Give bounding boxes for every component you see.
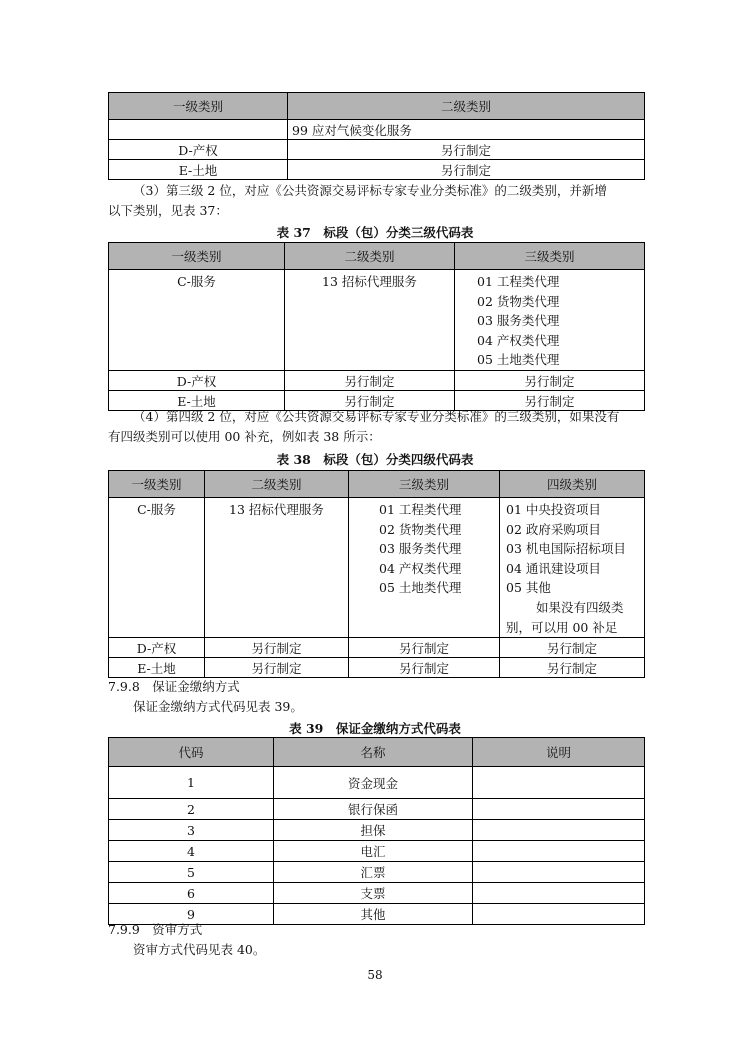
table-cell: D-产权 — [109, 638, 205, 658]
table-cell: E-土地 — [109, 658, 205, 678]
page-number: 58 — [367, 968, 383, 982]
table-cell: 电汇 — [274, 841, 473, 862]
table-38-caption: 表 38 标段（包）分类四级代码表 — [276, 452, 474, 467]
table-cell: 另行制定 — [288, 160, 645, 180]
table-cell — [473, 820, 645, 841]
list-item: 05 其他 — [506, 580, 551, 596]
list-item: 05 土地类代理 — [379, 580, 462, 596]
paragraph-3 — [108, 181, 648, 221]
table-cell: 资金现金 — [274, 767, 473, 799]
list-item: 03 机电国际招标项目 — [506, 541, 626, 557]
table-cell: 支票 — [274, 883, 473, 904]
table-cell — [285, 270, 455, 371]
table-36-tail — [108, 92, 645, 180]
table-38 — [108, 470, 645, 678]
section-text: 资审方式代码见表 40。 — [133, 942, 266, 957]
table-cell — [455, 270, 645, 371]
list-item: 02 政府采购项目 — [506, 521, 601, 537]
table-cell: 4 — [109, 841, 274, 862]
column-header: 代码 — [109, 738, 274, 767]
table-cell: E-土地 — [109, 160, 288, 180]
column-header: 说明 — [473, 738, 645, 767]
table-cell — [205, 498, 349, 638]
column-header: 二级类别 — [285, 243, 455, 270]
note-line: 别，可以用 00 补足 — [506, 619, 618, 635]
list-item: 04 产权类代理 — [379, 560, 462, 576]
list-item: 03 服务类代理 — [477, 313, 560, 329]
table-cell: 6 — [109, 883, 274, 904]
cell-text: C-服务 — [137, 502, 176, 517]
list-item: 04 通讯建设项目 — [506, 560, 601, 576]
table-cell: E-土地 — [109, 391, 285, 411]
table-cell: 1 — [109, 767, 274, 799]
list-item: 02 货物类代理 — [379, 521, 462, 537]
list-item: 02 货物类代理 — [477, 293, 560, 309]
table-cell: 银行保函 — [274, 799, 473, 820]
section-7-9-9 — [108, 920, 648, 960]
table-cell — [109, 270, 285, 371]
paragraph-line: （3）第三级 2 位，对应《公共资源交易评标专家专业分类标准》的二级类别，并新增 — [133, 183, 607, 198]
cell-text: 13 招标代理服务 — [322, 274, 417, 289]
list-item: 01 工程类代理 — [477, 274, 560, 289]
column-header: 三级类别 — [349, 471, 500, 498]
table-cell: D-产权 — [109, 371, 285, 391]
table-cell: 另行制定 — [205, 658, 349, 678]
table-cell — [109, 498, 205, 638]
table-cell: 另行制定 — [349, 638, 500, 658]
table-cell: 担保 — [274, 820, 473, 841]
table-cell: 汇票 — [274, 862, 473, 883]
table-cell: 另行制定 — [205, 638, 349, 658]
section-text: 保证金缴纳方式代码见表 39。 — [133, 699, 303, 714]
list-item: 03 服务类代理 — [379, 541, 462, 557]
list-item: 05 土地类代理 — [477, 352, 560, 368]
cell-text: 13 招标代理服务 — [229, 502, 324, 517]
table-cell: 另行制定 — [500, 638, 645, 658]
table-cell — [109, 120, 288, 140]
table-cell — [473, 841, 645, 862]
table-cell: 另行制定 — [285, 371, 455, 391]
column-header: 二级类别 — [205, 471, 349, 498]
table-cell — [473, 767, 645, 799]
column-header: 三级类别 — [455, 243, 645, 270]
column-header: 四级类别 — [500, 471, 645, 498]
table-cell: 另行制定 — [455, 371, 645, 391]
table-39-caption: 表 39 保证金缴纳方式代码表 — [289, 721, 461, 736]
table-cell: 另行制定 — [500, 658, 645, 678]
table-cell: D-产权 — [109, 140, 288, 160]
section-7-9-8 — [108, 677, 648, 717]
table-cell: 另行制定 — [288, 140, 645, 160]
table-cell — [473, 799, 645, 820]
table-39 — [108, 737, 645, 925]
cell-text: C-服务 — [177, 274, 216, 289]
table-cell: 3 — [109, 820, 274, 841]
table-cell: 5 — [109, 862, 274, 883]
section-heading: 7.9.8 保证金缴纳方式 — [108, 679, 240, 694]
table-cell: 2 — [109, 799, 274, 820]
table-37 — [108, 242, 645, 411]
table-cell — [349, 498, 500, 638]
table-cell: 另行制定 — [349, 658, 500, 678]
table-cell — [500, 498, 645, 638]
section-heading: 7.9.9 资审方式 — [108, 922, 203, 937]
paragraph-4 — [108, 407, 648, 447]
table-cell — [473, 862, 645, 883]
paragraph-line: （4）第四级 2 位，对应《公共资源交易评标专家专业分类标准》的三级类别，如果没有 — [133, 409, 620, 424]
list-item: 04 产权类代理 — [477, 332, 560, 348]
table-cell: 99 应对气候变化服务 — [288, 120, 645, 140]
table-37-caption: 表 37 标段（包）分类三级代码表 — [276, 225, 474, 240]
column-header: 一级类别 — [109, 243, 285, 270]
paragraph-line: 以下类别，见表 37： — [108, 203, 228, 218]
table-cell: 另行制定 — [455, 391, 645, 411]
list-item: 01 中央投资项目 — [506, 502, 601, 517]
table-cell: 另行制定 — [285, 391, 455, 411]
note-line: 如果没有四级类 — [536, 599, 624, 615]
paragraph-line: 有四级类别可以使用 00 补充，例如表 38 所示： — [108, 429, 381, 444]
table-cell: 其他 — [274, 904, 473, 925]
list-item: 01 工程类代理 — [379, 502, 462, 517]
column-header: 名称 — [274, 738, 473, 767]
column-header: 一级类别 — [109, 471, 205, 498]
table-cell — [473, 883, 645, 904]
column-header: 一级类别 — [109, 93, 288, 120]
table-cell: 9 — [109, 904, 274, 925]
column-header: 二级类别 — [288, 93, 645, 120]
